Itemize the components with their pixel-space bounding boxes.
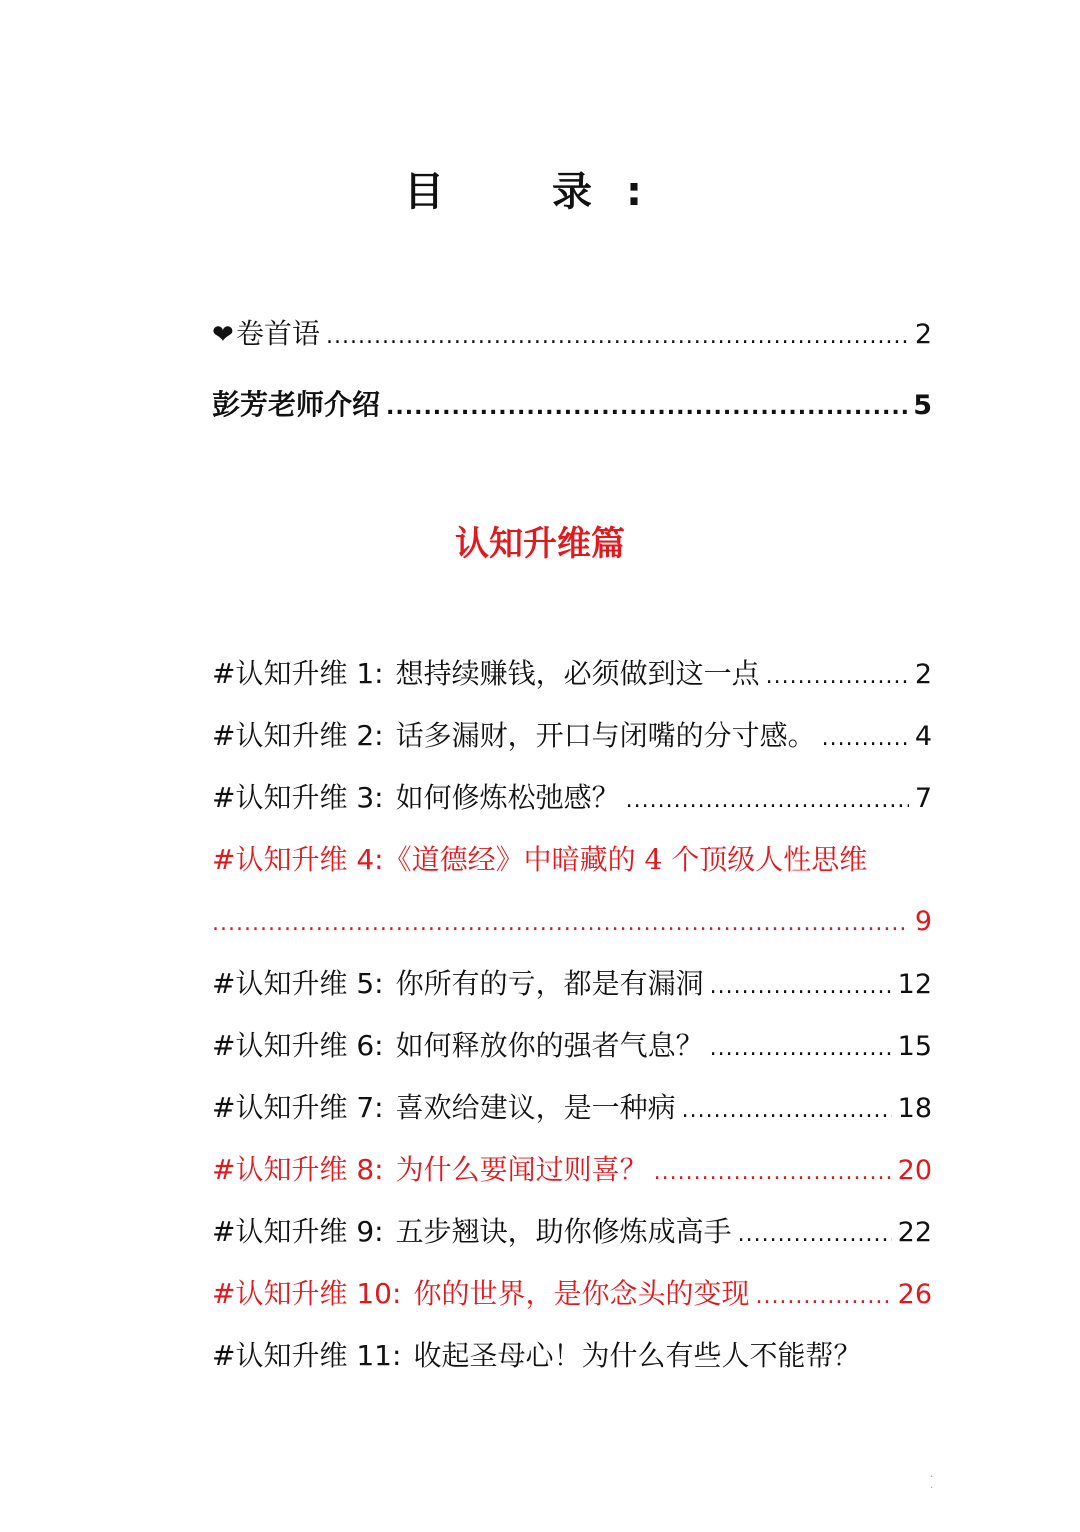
heart-icon: ❤ <box>212 320 234 350</box>
front-matter-list <box>212 314 932 425</box>
entry-title: 为什么要闻过则喜？ <box>395 1153 648 1186</box>
toc-entry-author-intro[interactable] <box>212 385 932 425</box>
section-title: 认知升维篇 <box>455 524 625 564</box>
toc-entry[interactable] <box>212 964 932 1004</box>
page-number: 12 <box>897 969 932 1000</box>
entry-prefix: #认知升维 8: <box>212 1153 384 1186</box>
page-number: 26 <box>897 1279 932 1310</box>
entry-title: 如何修炼松弛感？ <box>395 781 620 814</box>
toc-entry[interactable] <box>212 1212 932 1252</box>
page-number: 22 <box>897 1217 932 1248</box>
entry-title: 你所有的亏，都是有漏洞 <box>395 967 704 1000</box>
toc-label: ❤卷首语 <box>212 314 320 355</box>
page-number: 2 <box>914 319 932 350</box>
dot-leader <box>755 1277 891 1317</box>
page-number: 7 <box>914 783 932 814</box>
toc-entry[interactable] <box>212 1026 932 1066</box>
entry-title: 如何释放你的强者气息？ <box>395 1029 704 1062</box>
page-number: 20 <box>897 1155 932 1186</box>
entry-title: 喜欢给建议，是一种病 <box>395 1091 676 1124</box>
entry-prefix: #认知升维 4: <box>212 843 384 876</box>
entry-title: 你的世界，是你念头的变现 <box>413 1277 750 1310</box>
entry-prefix: #认知升维 10: <box>212 1277 402 1310</box>
scan-marks: · · <box>930 1472 1014 1494</box>
entry-title: 话多漏财，开口与闭嘴的分寸感。 <box>395 719 816 752</box>
toc-entry[interactable] <box>212 1336 932 1376</box>
page-number: 5 <box>913 390 932 421</box>
dot-leader <box>710 967 892 1007</box>
entry-prefix: #认知升维 2: <box>212 719 384 752</box>
entry-prefix: #认知升维 5: <box>212 967 384 1000</box>
entry-title: 收起圣母心！为什么有些人不能帮？ <box>413 1339 862 1372</box>
toc-entry[interactable] <box>212 1150 932 1190</box>
dot-leader <box>326 317 909 357</box>
page-number: 9 <box>914 906 932 937</box>
dot-leader <box>386 388 907 428</box>
entry-prefix: #认知升维 9: <box>212 1215 384 1248</box>
dot-leader <box>626 781 909 821</box>
entry-title: 想持续赚钱，必须做到这一点 <box>395 657 760 690</box>
dot-leader <box>654 1153 892 1193</box>
dot-leader <box>766 657 909 697</box>
dot-leader <box>212 904 907 944</box>
entry-prefix: #认知升维 6: <box>212 1029 384 1062</box>
entry-prefix: #认知升维 3: <box>212 781 384 814</box>
toc-entry[interactable] <box>212 654 932 694</box>
page-number: 18 <box>897 1093 932 1124</box>
dot-leader <box>738 1215 892 1255</box>
page-title: 目 录: <box>404 169 676 215</box>
entry-prefix: #认知升维 1: <box>212 657 384 690</box>
toc-entry[interactable] <box>212 778 932 818</box>
toc-entry[interactable] <box>212 840 932 942</box>
toc-entry[interactable] <box>212 1274 932 1314</box>
entry-prefix: #认知升维 7: <box>212 1091 384 1124</box>
dot-leader <box>682 1091 892 1131</box>
toc-entry[interactable] <box>212 1088 932 1128</box>
page-number: 4 <box>914 721 932 752</box>
toc-entries-list <box>212 654 932 1376</box>
toc-entry[interactable] <box>212 716 932 756</box>
page-number: 15 <box>897 1031 932 1062</box>
page-number: 2 <box>914 659 932 690</box>
entry-title: 五步翘诀，助你修炼成高手 <box>395 1215 732 1248</box>
toc-entry-preface[interactable] <box>212 314 932 354</box>
dot-leader <box>710 1029 892 1069</box>
entry-prefix: #认知升维 11: <box>212 1339 402 1372</box>
dot-leader <box>822 719 909 759</box>
entry-title: 《道德经》中暗藏的 4 个顶级人性思维 <box>383 843 868 876</box>
toc-label: 彭芳老师介绍 <box>212 388 381 421</box>
